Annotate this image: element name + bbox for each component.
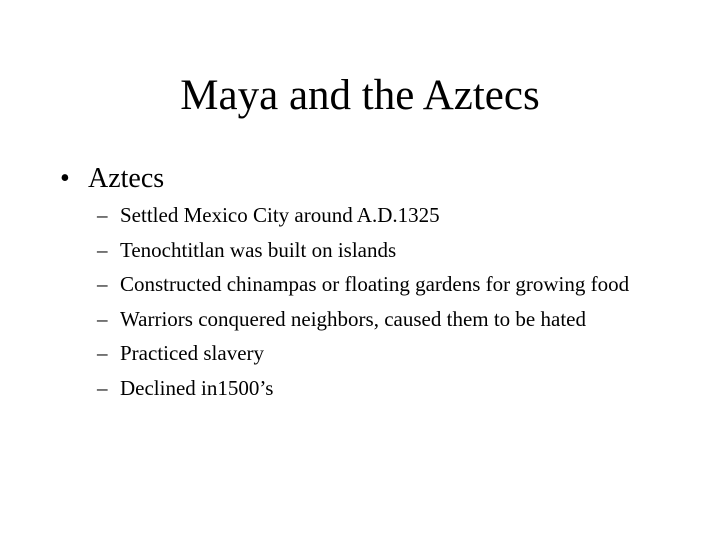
sub-bullet-item <box>97 374 697 402</box>
bullet-marker: • <box>60 163 70 194</box>
sub-bullet-item <box>97 339 697 367</box>
sub-bullet-text: Practiced slavery <box>120 341 265 365</box>
sub-bullet-text: Constructed chinampas or floating gardens for growing food <box>120 272 630 296</box>
dash-marker: – <box>97 306 108 331</box>
dash-marker: – <box>97 341 108 365</box>
dash-marker: – <box>97 203 108 227</box>
sub-bullet-item <box>97 270 697 298</box>
sub-bullet-text: Settled Mexico City around A.D.1325 <box>120 203 440 227</box>
sub-bullet-text: Warriors conquered neighbors, caused them to be hated <box>120 306 586 331</box>
sub-bullet-text: Tenochtitlan was built on islands <box>120 237 397 262</box>
sub-bullet-text: Declined in1500’s <box>120 375 274 400</box>
sub-bullet-item <box>97 305 697 333</box>
sub-bullet-item <box>97 201 697 229</box>
slide-title: Maya and the Aztecs <box>180 72 540 119</box>
sub-bullet-list <box>97 201 697 408</box>
sub-bullet-item <box>97 236 697 264</box>
dash-marker: – <box>97 272 108 296</box>
dash-marker: – <box>97 237 108 262</box>
bullet-aztecs <box>60 162 164 196</box>
dash-marker: – <box>97 375 108 400</box>
bullet-text: Aztecs <box>88 163 165 194</box>
